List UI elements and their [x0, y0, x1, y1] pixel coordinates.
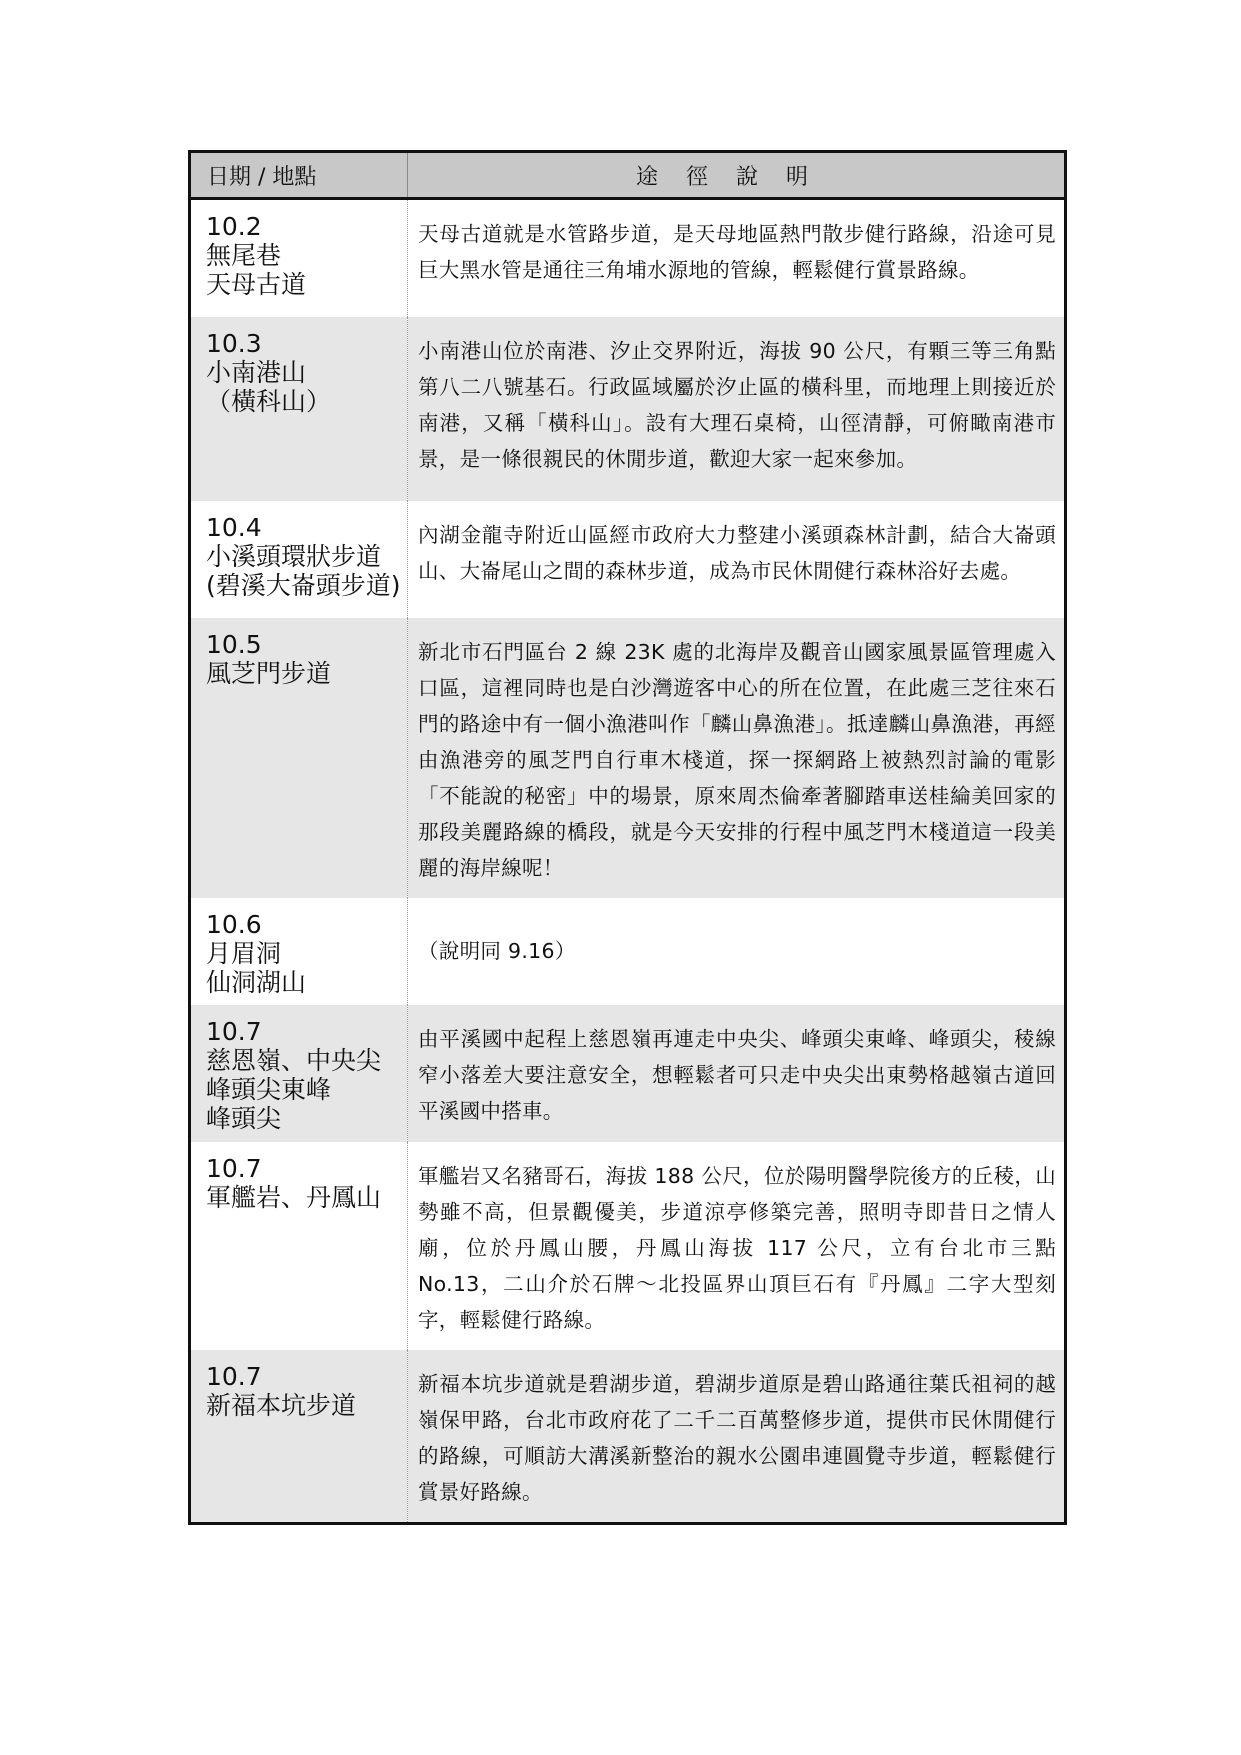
table-row [190, 1005, 1066, 1142]
row-date: 10.7 [206, 1016, 262, 1046]
row-route-description: 軍艦岩又名豬哥石，海拔 188 公尺，位於陽明醫學院後方的丘稜，山勢雖不高，但景觀優美，步道涼亭修築完善，照明寺即昔日之情人廟，位於丹鳳山腰，丹鳳山海拔 117 公尺，立有台北市三點 No.13，二山介於石牌～北投區界山頂巨石有『丹鳳』二字大型刻字，輕鬆健行路線。 [408, 1142, 1066, 1350]
row-place-name: 仙洞湖山 [206, 967, 307, 997]
table-header-row [190, 152, 1066, 199]
row-date-place [190, 898, 408, 1005]
table-body [190, 199, 1066, 1524]
row-place-name: 峰頭尖 [206, 1103, 282, 1133]
table-row [190, 898, 1066, 1005]
table-row [190, 317, 1066, 501]
row-place-name: （橫科山） [206, 386, 332, 416]
row-route-description: 小南港山位於南港、汐止交界附近，海拔 90 公尺，有顆三等三角點第八二八號基石。行政區域屬於汐止區的橫科里，而地理上則接近於南港，又稱「橫科山」。設有大理石桌椅，山徑清靜，可俯瞰南港市景，是一條很親民的休閒步道，歡迎大家一起來參加。 [408, 317, 1066, 501]
row-place-name: 天母古道 [206, 270, 307, 299]
row-route-description: 天母古道就是水管路步道，是天母地區熱門散步健行路線，沿途可見巨大黑水管是通往三角埔水源地的管線，輕鬆健行賞景路線。 [408, 199, 1066, 317]
row-place-name: (碧溪大崙頭步道) [206, 570, 401, 600]
row-date: 10.5 [206, 629, 262, 659]
row-place-name: 軍艦岩、丹鳳山 [206, 1182, 382, 1212]
row-route-description: 新福本坑步道就是碧湖步道，碧湖步道原是碧山路通往葉氏祖祠的越嶺保甲路，台北市政府花了二千二百萬整修步道，提供市民休閒健行的路線，可順訪大溝溪新整治的親水公園串連圓覺寺步道，輕鬆健行賞景好路線。 [408, 1350, 1066, 1524]
row-date: 10.6 [206, 909, 262, 939]
row-date: 10.2 [206, 212, 262, 241]
table-row [190, 618, 1066, 898]
row-place-name: 峰頭尖東峰 [206, 1074, 332, 1104]
table-row [190, 199, 1066, 317]
row-date-place [190, 618, 408, 898]
table-row [190, 501, 1066, 618]
header-route-description: 途徑說明 [408, 152, 1066, 199]
row-route-description: （說明同 9.16） [408, 898, 1066, 1005]
row-place-name: 無尾巷 [206, 241, 282, 270]
row-date-place [190, 317, 408, 501]
row-place-name: 慈恩嶺、中央尖 [206, 1045, 382, 1075]
hiking-schedule-table [188, 150, 1067, 1525]
table-row [190, 1350, 1066, 1524]
row-date-place [190, 199, 408, 317]
document-page [188, 150, 1064, 1525]
row-date: 10.3 [206, 328, 262, 358]
row-date-place [190, 1005, 408, 1142]
row-route-description: 內湖金龍寺附近山區經市政府大力整建小溪頭森林計劃，結合大崙頭山、大崙尾山之間的森林步道，成為市民休閒健行森林浴好去處。 [408, 501, 1066, 618]
row-place-name: 月眉洞 [206, 938, 282, 968]
row-place-name: 小南港山 [206, 357, 307, 387]
row-date-place [190, 1142, 408, 1350]
row-date: 10.4 [206, 512, 262, 542]
row-route-description: 由平溪國中起程上慈恩嶺再連走中央尖、峰頭尖東峰、峰頭尖，稜線窄小落差大要注意安全，想輕鬆者可只走中央尖出東勢格越嶺古道回平溪國中搭車。 [408, 1005, 1066, 1142]
table-row [190, 1142, 1066, 1350]
row-date: 10.7 [206, 1153, 262, 1183]
row-route-description: 新北市石門區台 2 線 23K 處的北海岸及觀音山國家風景區管理處入口區，這裡同時也是白沙灣遊客中心的所在位置，在此處三芝往來石門的路途中有一個小漁港叫作「麟山鼻漁港」。抵達麟山鼻漁港，再經由漁港旁的風芝門自行車木棧道，探一探網路上被熱烈討論的電影「不能說的秘密」中的場景，原來周杰倫牽著腳踏車送桂綸美回家的那段美麗路線的橋段，就是今天安排的行程中風芝門木棧道這一段美麗的海岸線呢！ [408, 618, 1066, 898]
row-place-name: 小溪頭環狀步道 [206, 541, 382, 571]
row-date-place [190, 1350, 408, 1524]
header-date-place: 日期 / 地點 [190, 152, 408, 199]
row-place-name: 風芝門步道 [206, 658, 332, 688]
row-date: 10.7 [206, 1361, 262, 1391]
row-place-name: 新福本坑步道 [206, 1390, 357, 1420]
row-date-place [190, 501, 408, 618]
